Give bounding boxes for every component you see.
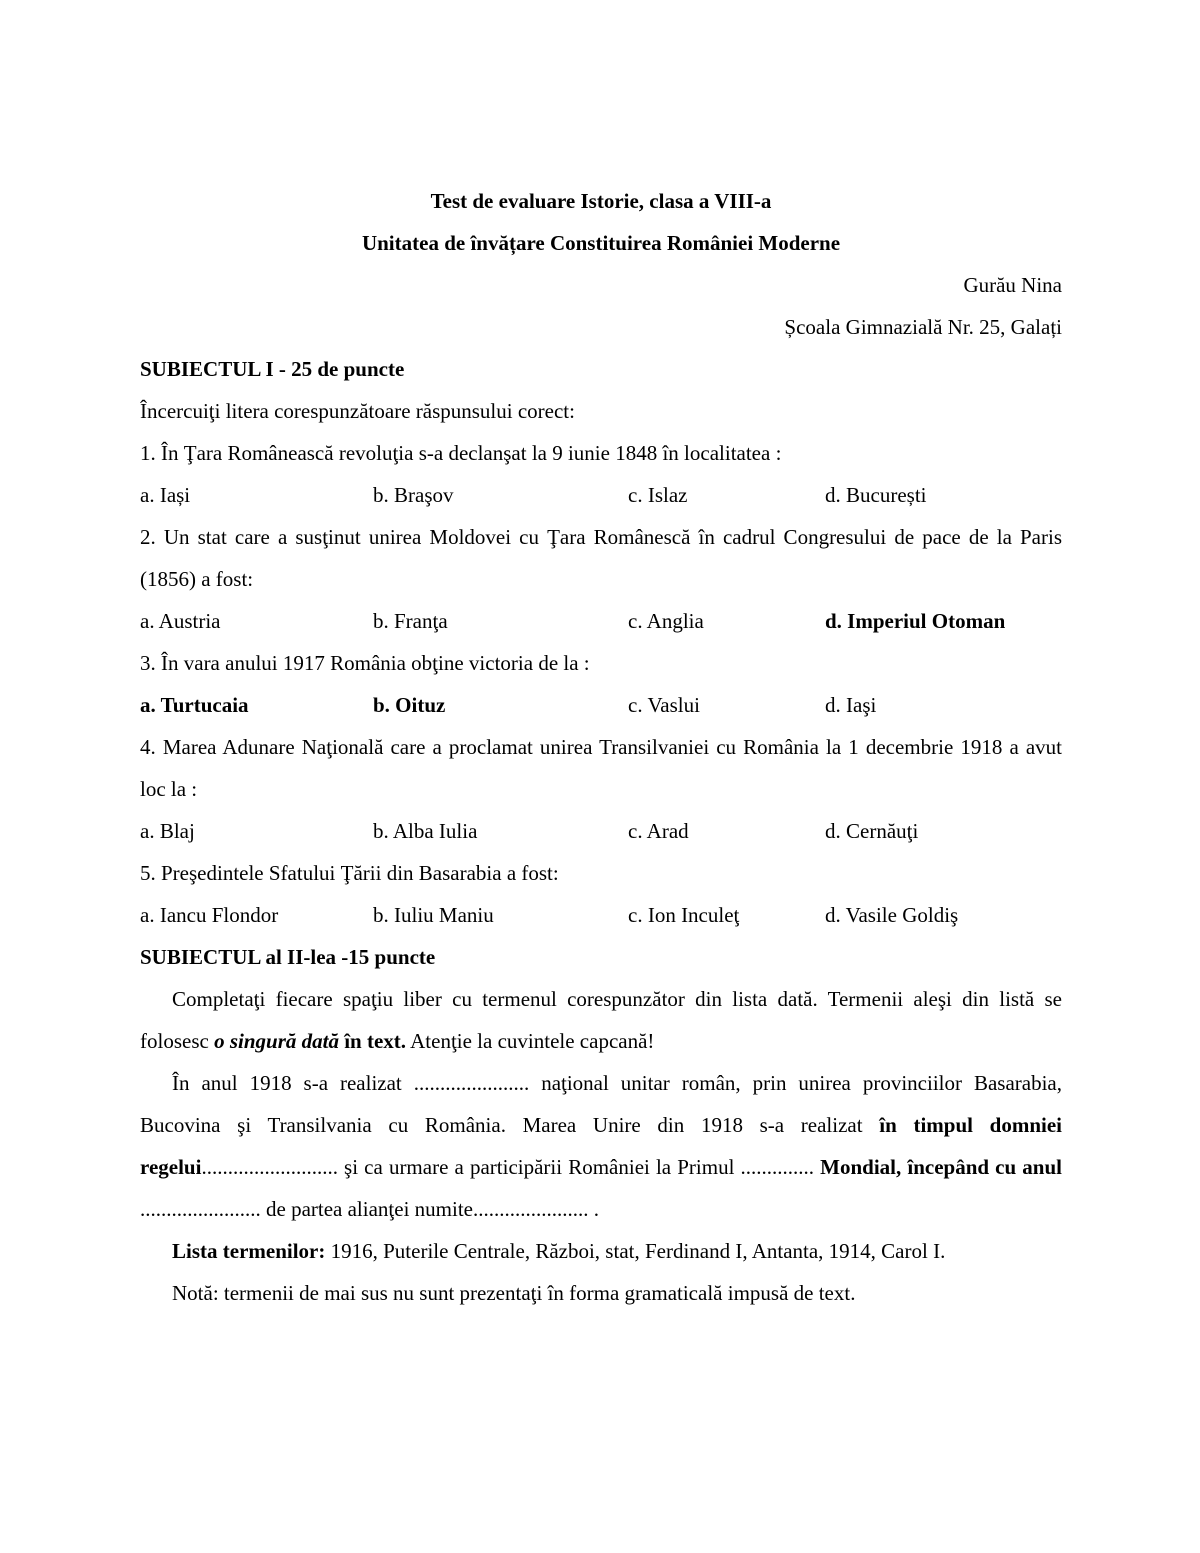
question-2-option-b: b. Franţa <box>373 609 448 633</box>
terms-line <box>140 1230 1062 1272</box>
question-4-options <box>140 810 1062 852</box>
question-1 <box>140 432 1062 516</box>
intro-segment-4: Atenţie la cuvintele capcană! <box>406 1029 655 1053</box>
question-2-text: 2. Un stat care a susţinut unirea Moldovei cu Ţara Românescă în cadrul Congresului de pace de la Paris (1856) a fost: <box>140 525 1062 591</box>
school-line: Școala Gimnazială Nr. 25, Galați <box>784 315 1062 339</box>
question-3-text: 3. În vara anului 1917 România obţine victoria de la : <box>140 651 590 675</box>
question-1-option-d: d. București <box>825 483 927 507</box>
question-5-option-b: b. Iuliu Maniu <box>373 903 494 927</box>
question-2-options <box>140 600 1062 642</box>
intro-segment-2: o singură dată <box>214 1029 339 1053</box>
question-2 <box>140 516 1062 642</box>
question-5 <box>140 852 1062 936</box>
fill-segment-3: .......................... şi ca urmare a participării României la Primul .............. <box>201 1155 821 1179</box>
question-4-option-d: d. Cernăuţi <box>825 819 919 843</box>
question-4-text: 4. Marea Adunare Naţională care a proclamat unirea Transilvaniei cu România la 1 decembrie 1918 a avut loc la : <box>140 735 1062 801</box>
question-5-options <box>140 894 1062 936</box>
question-1-options <box>140 474 1062 516</box>
question-1-text: 1. În Ţara Românească revoluţia s-a declanşat la 9 iunie 1848 în localitatea : <box>140 441 782 465</box>
author-line: Gurău Nina <box>963 273 1062 297</box>
doc-title: Test de evaluare Istorie, clasa a VIII-a <box>430 189 772 213</box>
question-5-text: 5. Preşedintele Sfatului Ţării din Basarabia a fost: <box>140 861 559 885</box>
fill-segment-2: în timpul domniei regelui <box>140 1113 1062 1179</box>
question-3-option-a: a. Turtucaia <box>140 693 249 717</box>
intro-segment-1: Completaţi fiecare spaţiu liber cu termenul corespunzător din lista dată. Termenii aleşi din listă se folosesc <box>140 987 1062 1053</box>
question-1-option-b: b. Braşov <box>373 483 454 507</box>
note-line: Notă: termenii de mai sus nu sunt prezentaţi în forma gramaticală impusă de text. <box>172 1281 856 1305</box>
question-3-option-b: b. Oituz <box>373 693 446 717</box>
question-2-option-a: a. Austria <box>140 609 221 633</box>
question-5-option-c: c. Ion Inculeţ <box>628 903 740 927</box>
terms-label: Lista termenilor: <box>172 1239 326 1263</box>
question-3-option-d: d. Iaşi <box>825 693 877 717</box>
question-4 <box>140 726 1062 852</box>
question-2-option-d: d. Imperiul Otoman <box>825 609 1006 633</box>
fill-segment-4: Mondial, începând cu anul <box>820 1155 1062 1179</box>
question-1-option-a: a. Iași <box>140 483 191 507</box>
subject2-heading: SUBIECTUL al II-lea -15 puncte <box>140 945 436 969</box>
subject2-intro <box>140 978 1062 1062</box>
question-5-option-d: d. Vasile Goldiş <box>825 903 959 927</box>
question-5-option-a: a. Iancu Flondor <box>140 903 279 927</box>
question-4-option-b: b. Alba Iulia <box>373 819 478 843</box>
question-3-option-c: c. Vaslui <box>628 693 700 717</box>
question-2-option-c: c. Anglia <box>628 609 704 633</box>
subject1-heading: SUBIECTUL I - 25 de puncte <box>140 357 405 381</box>
fill-segment-5: ....................... de partea alianţei numite...................... . <box>140 1197 599 1221</box>
question-3-options <box>140 684 1062 726</box>
question-3 <box>140 642 1062 726</box>
subject2-fill-paragraph <box>140 1062 1062 1230</box>
question-4-option-a: a. Blaj <box>140 819 195 843</box>
doc-subtitle: Unitatea de învățare Constituirea României Moderne <box>361 231 841 255</box>
intro-segment-3: în text. <box>338 1029 407 1053</box>
question-1-option-c: c. Islaz <box>628 483 688 507</box>
terms-list: 1916, Puterile Centrale, Război, stat, Ferdinand I, Antanta, 1914, Carol I. <box>325 1239 946 1263</box>
subject1-instruction: Încercuiţi litera corespunzătoare răspunsului corect: <box>140 399 575 423</box>
question-4-option-c: c. Arad <box>628 819 689 843</box>
fill-segment-1: În anul 1918 s-a realizat ...................... naţional unitar român, prin unirea provinciilor Basarabia, Bucovina şi Transilvania cu România. Marea Unire din 1918 s-a realizat <box>140 1071 1062 1137</box>
